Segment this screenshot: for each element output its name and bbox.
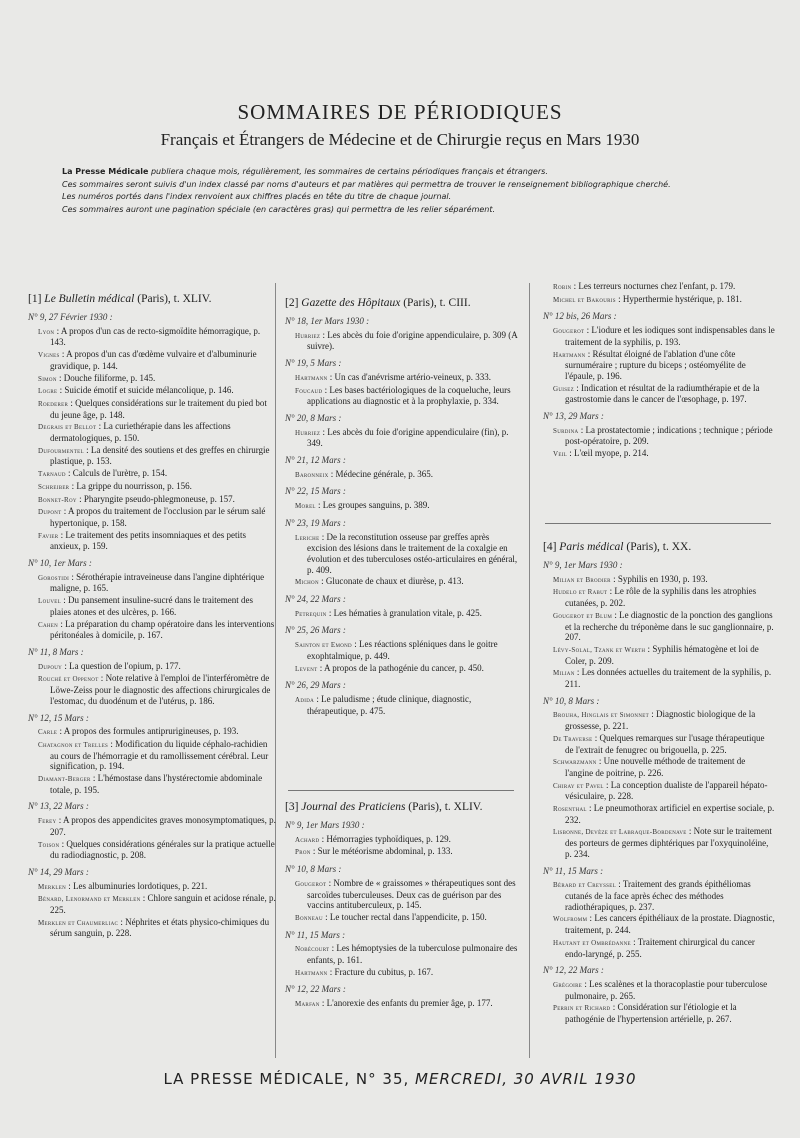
article-title: A propos des appendicites graves monosymptomatiques, p. 207.: [50, 815, 276, 837]
article-entry: Rosenthal : Le pneumothorax artificiel en expertise sociale, p. 232.: [553, 803, 775, 825]
article-entry: Bérard et Creyssel : Traitement des grands épithéliomas cutanés de la face après échec des méthodes radiothérapiques, p. 237.: [553, 879, 751, 912]
article-title: Médecine générale, p. 365.: [335, 468, 433, 479]
issue-heading: N° 14, 29 Mars :: [28, 866, 89, 877]
article-author: Grégoire: [553, 980, 583, 989]
article-entry: Simon : Douche filiforme, p. 145.: [38, 372, 156, 383]
intro-text: publiera chaque mois, régulièrement, les sommaires de certains périodiques français et étrangers.: [148, 167, 548, 176]
article-title: Pharyngite pseudo-phlegmoneuse, p. 157.: [83, 493, 235, 504]
article-author: Adida: [295, 695, 315, 704]
article-entry: Veil : L'œil myope, p. 214.: [553, 448, 649, 459]
article-entry: Bénard, Lenormand et Merklen : Chlore sanguin et acidose rénale, p. 225.: [38, 893, 276, 916]
journal-title: Journal des Praticiens: [301, 801, 406, 813]
article-title: Gluconate de chaux et diurèse, p. 413.: [325, 576, 464, 587]
article-title: Hémorragies typhoïdiques, p. 129.: [326, 833, 451, 844]
article-entry: Merklen et Chaumerliac : Néphrites et états physico-chimiques du sérum sanguin, p. 228.: [38, 916, 270, 939]
article-title: Le diagnostic de la ponction des ganglions et la recherche du tréponème dans le suc ganglionnaire, p. 207.: [565, 609, 774, 643]
issue-heading: N° 20, 8 Mars :: [285, 412, 342, 423]
column-right-lower: [543, 540, 775, 1026]
article-entry: Surdina : La prostatectomie ; indications ; technique ; période post-opératoire, p. 209.: [553, 424, 773, 447]
article-title: La grippe du nourrisson, p. 156.: [76, 480, 192, 491]
journal-heading: [285, 296, 521, 310]
article-entry: Roederer : Quelques considérations sur le traitement du pied bot du jeune âge, p. 148.: [38, 397, 267, 420]
article-title: Sérothérapie intraveineuse dans l'angine diphtérique maligne, p. 165.: [50, 571, 265, 594]
journal-meta: (Paris), t. XLIV.: [134, 293, 212, 305]
column-right-top: [543, 281, 775, 461]
article-entry: Chatagnon et Trelles : Modification du liquide céphalo-rachidien au cours de l'hémorragie et du ramollissement cérébral. Leur signification, p. 194.: [38, 738, 269, 772]
article-entry: Pron : Sur le météorisme abdominal, p. 133.: [295, 846, 453, 857]
article-title: A propos de la pathogénie du cancer, p. 450.: [323, 662, 484, 673]
article-title: Calculs de l'urètre, p. 154.: [72, 468, 168, 479]
article-author: Dupont: [38, 508, 62, 517]
issue-heading: N° 11, 15 Mars :: [285, 929, 346, 940]
article-author: Morel: [295, 502, 316, 511]
article-author: Lévy-Solal, Tzank et Werth: [553, 645, 646, 654]
article-author: Ferey: [38, 817, 57, 826]
issue-heading: N° 10, 8 Mars :: [543, 695, 600, 706]
article-title: Chlore sanguin et acidose rénale, p. 225.: [50, 893, 276, 916]
article-author: Schreiber: [38, 482, 70, 491]
article-author: Carle: [38, 728, 58, 737]
article-author: Rosenthal: [553, 805, 587, 814]
article-title: Suicide émotif et suicide mélancolique, p. 146.: [64, 385, 234, 396]
article-title: A propos du traitement de l'occlusion par le sérum salé hypertonique, p. 158.: [50, 506, 266, 528]
article-entry: Hartmann : Fracture du cubitus, p. 167.: [295, 966, 434, 977]
article-entry: Gougerot : L'iodure et les iodiques sont indispensables dans le traitement de la syphilis, p. 193.: [553, 325, 775, 347]
article-author: Sainton et Emond: [295, 641, 352, 650]
article-entry: Wolfromm : Les cancers épithéliaux de la prostate. Diagnostic, traitement, p. 244.: [553, 913, 775, 936]
article-author: Pron: [295, 848, 311, 857]
article-entry: Carle : A propos des formules antiprurigineuses, p. 193.: [38, 726, 239, 737]
issue-heading: N° 9, 1er Mars 1930 :: [285, 820, 365, 830]
article-entry: Leriche : De la reconstitution osseuse par greffes après excision des lésions dans le traitement de la coxalgie en évolution et des tuberculoses ostéo-articulaires en général, p. 409.: [295, 531, 518, 575]
article-author: Vignes: [38, 351, 60, 360]
article-author: Lisbonne, Devèze et Labraque-Bordenave: [553, 828, 687, 837]
article-title: Traitement des grands épithéliomas cutanés de la face après échec des méthodes radiothérapiques, p. 237.: [565, 879, 751, 912]
article-title: Indication et résultat de la radiumthérapie et de la gastrostomie dans le cancer de l'œsophage, p. 197.: [565, 382, 760, 405]
article-author: Tarnaud: [38, 470, 66, 479]
article-title: De la reconstitution osseuse par greffes après excision des lésions dans le traitement de la coxalgie en évolution et des tuberculoses ostéo-articulaires en général, p. 409.: [307, 531, 518, 575]
article-title: Les réactions spléniques dans le goitre exophtalmique, p. 449.: [307, 639, 498, 661]
article-title: Traitement chirurgical du cancer endo-laryngé, p. 255.: [565, 936, 755, 959]
article-author: Hurriez: [295, 428, 321, 437]
section-rule: [288, 790, 514, 791]
article-author: Toison: [38, 840, 60, 849]
article-title: Les albuminuries lordotiques, p. 221.: [73, 880, 208, 891]
article-entry: Michon : Gluconate de chaux et diurèse, p. 413.: [295, 576, 464, 587]
journal-number: [1]: [28, 293, 42, 305]
article-title: Les hématies à granulation vitale, p. 425.: [333, 607, 482, 618]
article-entry: Petrequin : Les hématies à granulation vitale, p. 425.: [295, 607, 482, 618]
article-entry: Hurriez : Les abcès du foie d'origine appendiculaire, p. 309 (A suivre).: [295, 329, 518, 352]
article-entry: Michel et Bakouris : Hyperthermie hystérique, p. 181.: [553, 293, 742, 304]
article-author: Levent: [295, 664, 318, 673]
article-title: Résultat éloigné de l'ablation d'une côte surnuméraire ; rupture du biceps ; ostéomyélite de l'épaule, p. 196.: [565, 348, 746, 381]
article-entry: Cahen : La préparation du champ opératoire dans les interventions péritonéales à domicile, p. 167.: [38, 618, 275, 641]
issue-heading: N° 9, 27 Février 1930 :: [28, 312, 113, 322]
issue-heading: N° 13, 29 Mars :: [543, 411, 604, 422]
article-title: Du pansement insuline-sucré dans le traitement des plaies atones et des ulcères, p. 166.: [50, 595, 253, 617]
article-entry: Lyon : A propos d'un cas de recto-sigmoïdite hémorragique, p. 143.: [38, 325, 261, 348]
article-entry: Perrin et Richard : Considération sur l'étiologie et la pathogénie de l'hypertension artérielle, p. 267.: [553, 1002, 737, 1025]
article-title: Le toucher rectal dans l'appendicite, p. 150.: [329, 911, 487, 922]
article-author: Bénard, Lenormand et Merklen: [38, 895, 141, 904]
article-entry: Rouché et Oppenot : Note relative à l'emploi de l'interféromètre de Löwe-Zeiss pour le diagnostic des affections chirurgicales de l'estomac, du duodénum et de l'utérus, p. 186.: [38, 673, 271, 706]
article-entry: Degrais et Bellot : La curiethérapie dans les affections dermatologiques, p. 150.: [38, 421, 231, 444]
issue-heading: N° 19, 5 Mars :: [285, 358, 342, 369]
article-author: Brouha, Hinglais et Simonnet: [553, 711, 649, 720]
article-title: Les données actuelles du traitement de la syphilis, p. 211.: [565, 667, 772, 690]
article-author: Achard: [295, 835, 320, 844]
intro-paragraph: [62, 166, 780, 179]
article-entry: Guisez : Indication et résultat de la radiumthérapie et de la gastrostomie dans le cancer de l'œsophage, p. 197.: [553, 382, 760, 405]
section-rule: [545, 523, 771, 524]
article-author: Rouché et Oppenot: [38, 675, 99, 684]
article-author: Milian et Brodier: [553, 575, 611, 584]
article-entry: Adida : Le paludisme ; étude clinique, diagnostic, thérapeutique, p. 475.: [295, 693, 472, 716]
article-title: La densité des soutiens et des greffes en chirurgie plastique, p. 153.: [50, 444, 270, 467]
article-title: L'hémostase dans l'hystérectomie abdominale totale, p. 195.: [50, 773, 263, 795]
article-entry: Dupont : A propos du traitement de l'occlusion par le sérum salé hypertonique, p. 158.: [38, 506, 266, 528]
article-author: Petrequin: [295, 609, 327, 618]
article-title: La curiethérapie dans les affections dermatologiques, p. 150.: [50, 421, 231, 444]
issue-heading: N° 22, 15 Mars :: [285, 486, 346, 497]
article-author: Diamant-Berger: [38, 775, 91, 784]
article-title: Quelques considérations générales sur la pratique actuelle du radiodiagnostic, p. 208.: [50, 838, 275, 861]
article-author: Schwarzmann: [553, 758, 597, 767]
article-title: Une nouvelle méthode de traitement de l'angine de poitrine, p. 226.: [565, 756, 746, 778]
footer-date: MERCREDI, 30 AVRIL 1930: [415, 1070, 637, 1088]
issue-heading: N° 25, 26 Mars :: [285, 625, 346, 636]
article-title: Le paludisme ; étude clinique, diagnostic, thérapeutique, p. 475.: [307, 693, 472, 716]
article-entry: Milian : Les données actuelles du traitement de la syphilis, p. 211.: [553, 667, 772, 690]
article-entry: Toison : Quelques considérations générales sur la pratique actuelle du radiodiagnostic, p. 208.: [38, 838, 275, 861]
article-entry: Vignes : A propos d'un cas d'œdème vulvaire et d'albuminurie gravidique, p. 144.: [38, 349, 257, 371]
article-title: L'iodure et les iodiques sont indispensables dans le traitement de la syphilis, p. 193.: [565, 325, 775, 347]
article-title: Les terreurs nocturnes chez l'enfant, p. 179.: [578, 281, 736, 291]
article-title: Syphilis en 1930, p. 193.: [617, 573, 708, 584]
article-author: Hartmann: [553, 350, 586, 359]
article-author: Bonneau: [295, 913, 323, 922]
article-author: Hautant et Ombrédanne: [553, 938, 631, 947]
page-title: SOMMAIRES DE PÉRIODIQUES: [237, 100, 563, 124]
article-entry: Merklen : Les albuminuries lordotiques, p. 221.: [38, 880, 208, 891]
issue-heading: N° 9, 1er Mars 1930 :: [543, 560, 623, 570]
journal-meta: (Paris), t. CIII.: [400, 297, 471, 309]
article-author: Gougerot: [295, 879, 327, 888]
journal-number: [2]: [285, 297, 299, 309]
article-author: Marfan: [295, 1000, 320, 1009]
article-entry: Foucaud : Les bases bactériologiques de la coqueluche, leurs applications au diagnostic et à la prophylaxie, p. 334.: [295, 384, 511, 407]
article-entry: Sainton et Emond : Les réactions spléniques dans le goitre exophtalmique, p. 449.: [295, 639, 498, 661]
article-author: Michon: [295, 578, 319, 587]
issue-heading: N° 23, 19 Mars :: [285, 517, 346, 528]
article-author: Roederer: [38, 399, 69, 408]
journal-heading: [285, 800, 521, 814]
article-author: Cahen: [38, 620, 59, 629]
article-author: Chatagnon et Trelles: [38, 740, 109, 749]
article-author: Logre: [38, 387, 58, 396]
intro-paragraph: Les numéros portés dans l'index renvoient aux chiffres placés en tête du titre de chaque journal.: [62, 192, 452, 201]
journal-heading: [28, 292, 276, 306]
article-entry: Hartmann : Résultat éloigné de l'ablation d'une côte surnuméraire ; rupture du biceps ; ostéomyélite de l'épaule, p. 196.: [553, 348, 746, 381]
article-title: Sur le météorisme abdominal, p. 133.: [317, 846, 453, 857]
article-author: Dufourmentel: [38, 446, 84, 455]
article-title: Les abcès du foie d'origine appendiculaire (fin), p. 349.: [307, 426, 509, 449]
article-title: Quelques considérations sur le traitement du pied bot du jeune âge, p. 148.: [50, 397, 267, 420]
article-entry: Grégoire : Les scalènes et la thoracoplastie pour tuberculose pulmonaire, p. 265.: [553, 978, 768, 1001]
article-entry: Hurriez : Les abcès du foie d'origine appendiculaire (fin), p. 349.: [295, 426, 509, 449]
intro-paragraph: Ces sommaires seront suivis d'un index classé par noms d'auteurs et par matières qui permettra de trouver le renseignement bibliographique cherché.: [62, 179, 671, 189]
article-title: Le pneumothorax artificiel en expertise sociale, p. 232.: [565, 803, 775, 825]
journal-title: Le Bulletin médical: [44, 293, 135, 305]
article-author: Surdina: [553, 426, 579, 435]
article-title: Note relative à l'emploi de l'interféromètre de Löwe-Zeiss pour le diagnostic des affections chirurgicales de l'estomac, du duodénum et de l'utérus, p. 186.: [50, 673, 271, 706]
article-entry: Gougerot : Nombre de « graissomes » thérapeutiques sont des sarcoïdes tuberculeuses. Deux cas de guérison par des vaccins antituberculeux, p. 145.: [295, 877, 516, 911]
article-title: Diagnostic biologique de la grossesse, p. 221.: [565, 709, 756, 732]
article-author: Guisez: [553, 384, 575, 393]
article-title: Note sur le traitement des porteurs de germes diphtériques par l'oxyquinoléine, p. 234.: [565, 826, 772, 859]
journal-meta: (Paris), t. XLIV.: [405, 801, 483, 813]
article-author: Baronneix: [295, 470, 329, 479]
article-title: Les groupes sanguins, p. 389.: [322, 500, 430, 511]
article-title: Le rôle de la syphilis dans les atrophies cutanées, p. 202.: [565, 586, 757, 609]
article-author: Hurriez: [295, 331, 321, 340]
issue-heading: N° 24, 22 Mars :: [285, 594, 346, 605]
article-author: Louvel: [38, 597, 62, 606]
article-title: La question de l'opium, p. 177.: [69, 660, 181, 671]
article-entry: Morel : Les groupes sanguins, p. 389.: [295, 500, 430, 511]
article-entry: Levent : A propos de la pathogénie du cancer, p. 450.: [295, 662, 484, 673]
article-author: Robin: [553, 283, 572, 291]
issue-heading: N° 12, 22 Mars :: [285, 984, 346, 995]
article-title: Les hémoptysies de la tuberculose pulmonaire des enfants, p. 161.: [307, 943, 518, 966]
column-middle: [285, 296, 521, 717]
article-title: L'anorexie des enfants du premier âge, p. 177.: [326, 998, 493, 1009]
issue-heading: N° 12, 15 Mars :: [28, 712, 89, 723]
article-author: Favier: [38, 531, 59, 540]
article-entry: Chiray et Pavel : La conception dualiste de l'appareil hépato-vésiculaire, p. 228.: [553, 779, 768, 802]
article-title: Syphilis hématogène et loi de Coler, p. 209.: [565, 643, 759, 666]
article-author: Degrais et Bellot: [38, 423, 97, 432]
article-entry: Gorostidi : Sérothérapie intraveineuse dans l'angine diphtérique maligne, p. 165.: [38, 571, 265, 594]
article-entry: Achard : Hémorragies typhoïdiques, p. 129.: [295, 833, 451, 844]
article-entry: Brouha, Hinglais et Simonnet : Diagnostic biologique de la grossesse, p. 221.: [553, 709, 756, 732]
article-entry: Baronneix : Médecine générale, p. 365.: [295, 468, 433, 479]
issue-heading: N° 11, 8 Mars :: [28, 646, 84, 657]
journal-heading: [543, 540, 775, 554]
article-entry: Louvel : Du pansement insuline-sucré dans le traitement des plaies atones et des ulcères, p. 166.: [38, 595, 253, 617]
article-title: A propos d'un cas de recto-sigmoïdite hémorragique, p. 143.: [50, 325, 261, 348]
issue-heading: N° 18, 1er Mars 1930 :: [285, 316, 370, 326]
article-author: Hartmann: [295, 968, 328, 977]
article-title: Les bases bactériologiques de la coqueluche, leurs applications au diagnostic et à la prophylaxie, p. 334.: [307, 384, 511, 407]
journal-title: Gazette des Hôpitaux: [301, 297, 401, 309]
article-author: Dupouy: [38, 662, 63, 671]
issue-heading: N° 10, 8 Mars :: [285, 864, 342, 875]
intro-paragraph: Ces sommaires auront une pagination spéciale (en caractères gras) qui permettra de les relier séparément.: [62, 204, 496, 214]
article-entry: Lévy-Solal, Tzank et Werth : Syphilis hématogène et loi de Coler, p. 209.: [553, 643, 759, 666]
page-footer: [0, 1070, 800, 1088]
article-author: Gougerot: [553, 327, 585, 336]
article-author: Chiray et Pavel: [553, 781, 604, 790]
article-entry: De Traverse : Quelques remarques sur l'usage thérapeutique de l'extrait de fenugrec ou brigouella, p. 225.: [553, 732, 765, 755]
article-entry: Schwarzmann : Une nouvelle méthode de traitement de l'angine de poitrine, p. 226.: [553, 756, 746, 778]
article-entry: Milian et Brodier : Syphilis en 1930, p. 193.: [553, 573, 708, 584]
article-author: Bérard et Creyssel: [553, 881, 616, 890]
issue-heading: N° 12 bis, 26 Mars :: [543, 311, 617, 322]
article-title: A propos des formules antiprurigineuses, p. 193.: [63, 726, 239, 737]
article-title: Fracture du cubitus, p. 167.: [334, 966, 434, 977]
issue-heading: N° 26, 29 Mars :: [285, 680, 346, 691]
article-title: La prostatectomie ; indications ; technique ; période post-opératoire, p. 209.: [565, 424, 773, 447]
journal-number: [3]: [285, 801, 299, 813]
article-author: Nobécourt: [295, 945, 330, 954]
intro-notice: [62, 166, 780, 216]
article-entry: Tarnaud : Calculs de l'urètre, p. 154.: [38, 468, 168, 479]
journal-meta: (Paris), t. XX.: [623, 541, 692, 553]
column-left: [28, 292, 276, 940]
article-title: Les abcès du foie d'origine appendiculaire, p. 309 (A suivre).: [307, 329, 518, 352]
article-entry: Favier : Le traitement des petits insomniaques et des petits anxieux, p. 159.: [38, 529, 247, 552]
article-author: Veil: [553, 450, 568, 459]
publication-name: La Presse Médicale: [62, 167, 149, 176]
article-title: Les cancers épithéliaux de la prostate. Diagnostic, traitement, p. 244.: [565, 913, 775, 936]
article-title: La préparation du champ opératoire dans les interventions péritonéales à domicile, p. 167.: [50, 618, 275, 641]
article-author: Gougerot et Blum: [553, 611, 613, 620]
article-entry: Hautant et Ombrédanne : Traitement chirurgical du cancer endo-laryngé, p. 255.: [553, 936, 755, 959]
column-middle-lower: [285, 800, 521, 1011]
article-author: Hartmann: [295, 373, 328, 382]
page-subtitle: Français et Étrangers de Médecine et de Chirurgie reçus en Mars 1930: [160, 130, 640, 149]
article-entry: Lisbonne, Devèze et Labraque-Bordenave : Note sur le traitement des porteurs de germes diphtériques par l'oxyquinoléine, p. 234.: [553, 826, 772, 859]
article-author: Wolfromm: [553, 915, 588, 924]
article-title: Quelques remarques sur l'usage thérapeutique de l'extrait de fenugrec ou brigouella, p. 225.: [565, 732, 765, 755]
article-entry: Ferey : A propos des appendicites graves monosymptomatiques, p. 207.: [38, 815, 276, 837]
article-author: Leriche: [295, 533, 320, 542]
article-entry: Hartmann : Un cas d'anévrisme artério-veineux, p. 333.: [295, 371, 492, 382]
article-title: Modification du liquide céphalo-rachidien au cours de l'hémorragie et du ramollissement cérébral. Leur signification, p. 194.: [50, 738, 269, 772]
journal-title: Paris médical: [559, 541, 624, 553]
article-entry: Bonnet-Roy : Pharyngite pseudo-phlegmoneuse, p. 157.: [38, 493, 235, 504]
article-title: Un cas d'anévrisme artério-veineux, p. 333.: [334, 371, 492, 382]
article-entry: Gougerot et Blum : Le diagnostic de la ponction des ganglions et la recherche du tréponème dans le suc ganglionnaire, p. 207.: [553, 609, 774, 643]
article-title: Le traitement des petits insomniaques et des petits anxieux, p. 159.: [50, 529, 247, 552]
article-author: Simon: [38, 374, 57, 383]
article-author: Merklen et Chaumerliac: [38, 918, 119, 927]
column-divider: [529, 283, 530, 1058]
issue-heading: N° 10, 1er Mars :: [28, 558, 92, 569]
article-title: A propos d'un cas d'œdème vulvaire et d'albuminurie gravidique, p. 144.: [50, 349, 257, 371]
issue-heading: N° 21, 12 Mars :: [285, 455, 346, 466]
article-entry: Hudelo et Rabut : Le rôle de la syphilis dans les atrophies cutanées, p. 202.: [553, 586, 757, 609]
article-author: Michel et Bakouris: [553, 295, 616, 304]
article-title: La conception dualiste de l'appareil hépato-vésiculaire, p. 228.: [565, 779, 768, 802]
article-entry: Marfan : L'anorexie des enfants du premier âge, p. 177.: [295, 998, 493, 1009]
issue-heading: N° 13, 22 Mars :: [28, 801, 89, 812]
article-entry: Schreiber : La grippe du nourrisson, p. 156.: [38, 480, 192, 491]
article-entry: Dupouy : La question de l'opium, p. 177.: [38, 660, 181, 671]
article-author: Lyon: [38, 327, 55, 336]
article-entry: Nobécourt : Les hémoptysies de la tuberculose pulmonaire des enfants, p. 161.: [295, 943, 518, 966]
article-entry: Dufourmentel : La densité des soutiens et des greffes en chirurgie plastique, p. 153.: [38, 444, 270, 467]
article-title: Les scalènes et la thoracoplastie pour tuberculose pulmonaire, p. 265.: [565, 978, 768, 1001]
article-entry: Diamant-Berger : L'hémostase dans l'hystérectomie abdominale totale, p. 195.: [38, 773, 263, 795]
article-title: Néphrites et états physico-chimiques du sérum sanguin, p. 228.: [50, 916, 270, 939]
issue-heading: N° 12, 22 Mars :: [543, 965, 604, 976]
issue-heading: N° 11, 15 Mars :: [543, 865, 604, 876]
article-title: Douche filiforme, p. 145.: [63, 372, 156, 383]
article-author: Hudelo et Rabut: [553, 588, 608, 597]
article-title: Considération sur l'étiologie et la pathogénie de l'hypertension artérielle, p. 267.: [565, 1002, 737, 1025]
article-entry: Bonneau : Le toucher rectal dans l'appendicite, p. 150.: [295, 911, 487, 922]
article-entry: Robin : Les terreurs nocturnes chez l'enfant, p. 179.: [553, 281, 736, 291]
article-title: L'œil myope, p. 214.: [574, 448, 649, 459]
article-title: Nombre de « graissomes » thérapeutiques sont des sarcoïdes tuberculeuses. Deux cas de guérison par des vaccins antituberculeux, p. 145.: [307, 877, 516, 911]
footer-publication: LA PRESSE MÉDICALE, N° 35,: [163, 1070, 416, 1088]
journal-number: [4]: [543, 541, 557, 553]
article-entry: Logre : Suicide émotif et suicide mélancolique, p. 146.: [38, 385, 234, 396]
article-author: Foucaud: [295, 386, 323, 395]
article-title: Hyperthermie hystérique, p. 181.: [622, 293, 742, 304]
article-author: De Traverse: [553, 734, 593, 743]
article-author: Milian: [553, 669, 575, 678]
article-author: Gorostidi: [38, 573, 70, 582]
article-author: Perrin et Richard: [553, 1004, 611, 1013]
article-author: Merklen: [38, 882, 67, 891]
article-author: Bonnet-Roy: [38, 495, 77, 504]
